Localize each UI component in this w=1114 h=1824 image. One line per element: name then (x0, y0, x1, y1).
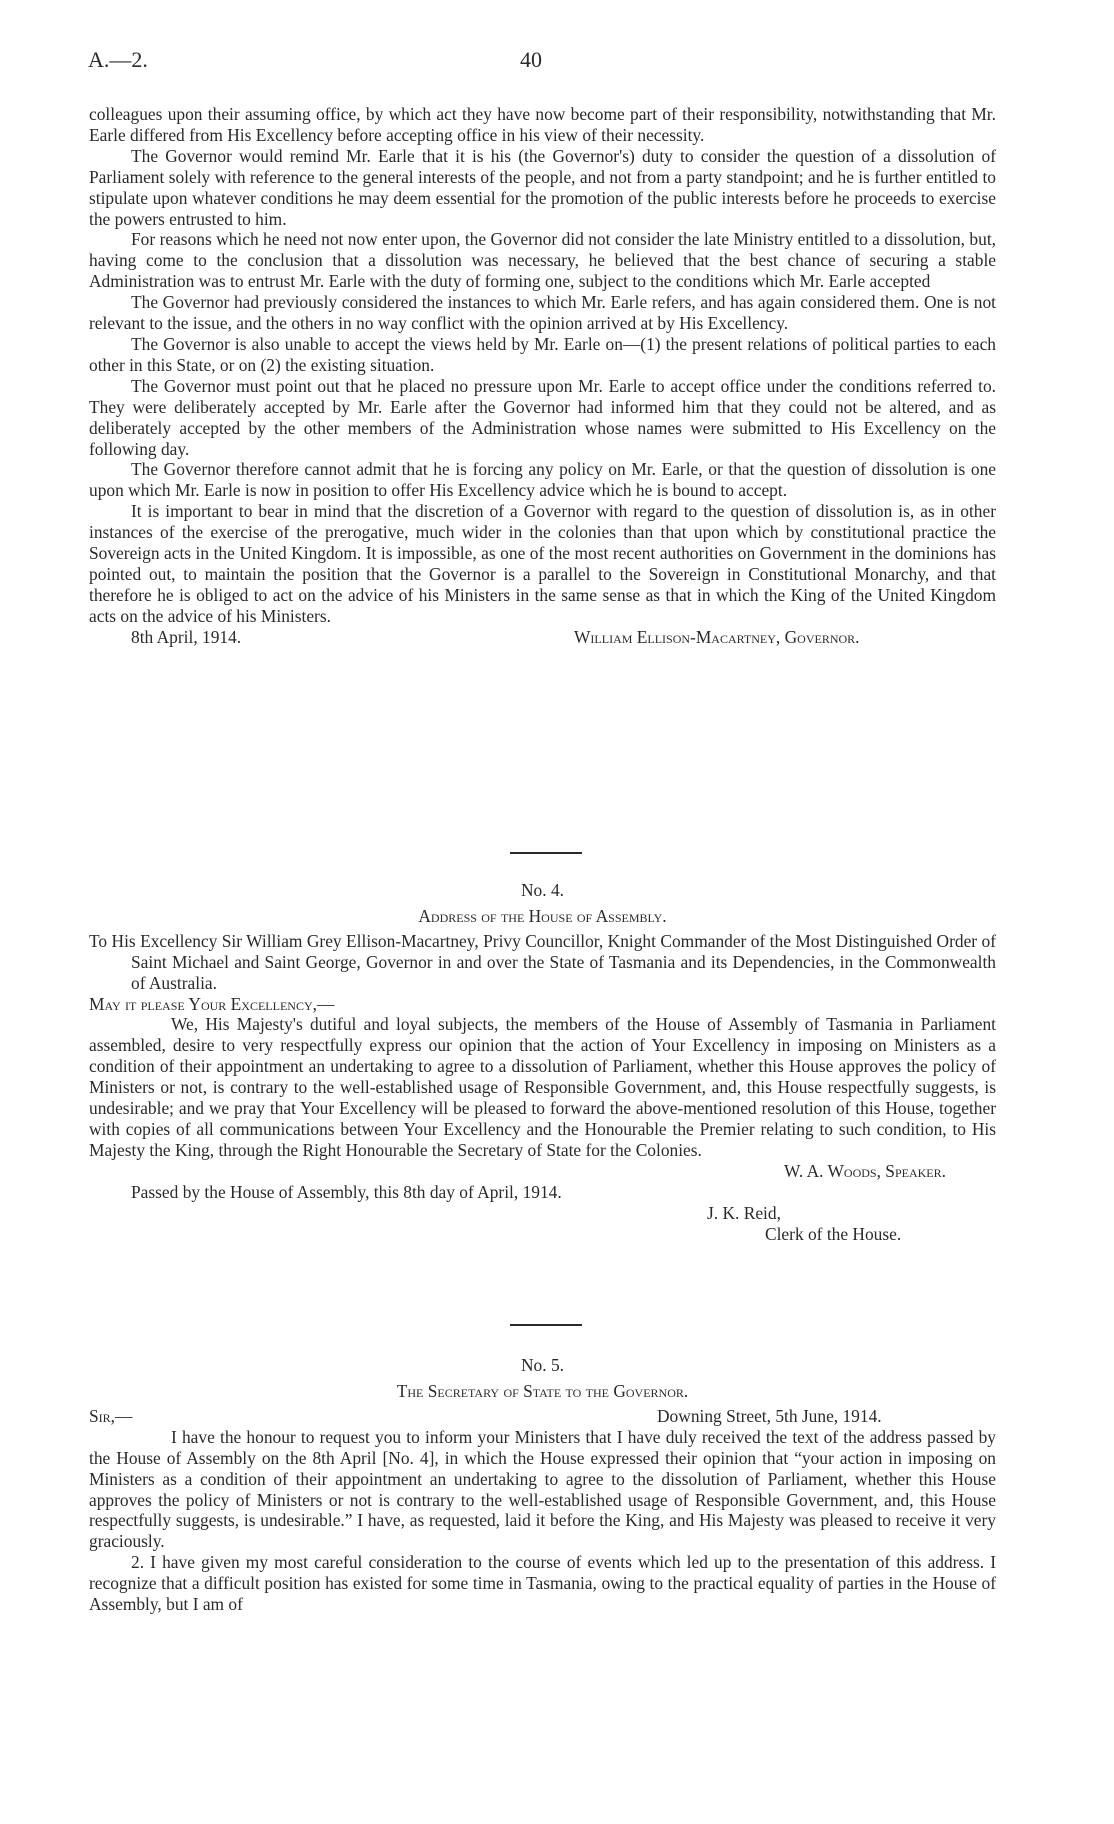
salutation-row (89, 1406, 996, 1427)
paragraph: I have the honour to request you to inform your Ministers that I have duly received the text of the address passed by the House of Assembly on the 8th April [No. 4], in which the House expressed their opinion that “your action in imposing on Ministers as a condition of their appointment an undertaking to agree to the dissolution of Parliament, whether this House approves the policy of Ministers or not is contrary to the well-established usage of Responsible Government, and, this House respectfully suggests, is undesirable.” I have, as requested, laid it before the King, and His Majesty was pleased to receive it very graciously. (89, 1426, 996, 1552)
section-divider (510, 852, 582, 854)
addressee: To His Excellency Sir William Grey Ellison-Macartney, Privy Councillor, Knight Commander of the Most Distinguished Order of Saint Michael and Saint George, Governor in and over the State of Tasmania and its Dependencies, in the Commonwealth of Australia. (89, 930, 996, 993)
document-title: Address of the House of Assembly. (418, 905, 667, 926)
document-number: No. 5. (521, 1355, 564, 1375)
signature-line (89, 627, 996, 648)
address-body: We, His Majesty's dutiful and loyal subjects, the members of the House of Assembly of Tasmania in Parliament assembled, desire to very respectfully express our opinion that the action of Your Excellency in imposing on Ministers as a condition of their appointment an undertaking to agree to a dissolution of Parliament, whether this House approves the policy of Ministers or not, is contrary to the well-established usage of Responsible Government, and, this House respectfully suggests, is undesirable; and we pray that Your Excellency will be pleased to forward the above-mentioned resolution of this House, together with copies of all communications between Your Excellency and the Honourable the Premier relating to such condition, to His Majesty the King, through the Right Honourable the Secretary of State for the Colonies. (89, 1014, 996, 1160)
passed-note: Passed by the House of Assembly, this 8th day of April, 1914. (131, 1181, 562, 1202)
address-of-assembly (89, 880, 996, 1244)
paragraph: It is important to bear in mind that the discretion of a Governor with regard to the question of dissolution is, as in other instances of the exercise of the prerogative, much wider in the colonies than that upon which by constitutional practice the Sovereign acts in the United Kingdom. It is impossible, as one of the most recent authorities on Government in the dominions has pointed out, to maintain the position that the Governor is a parallel to the Sovereign in Constitutional Monarchy, and that therefore he is obliged to act on the advice of his Ministers in the same sense as that in which the King of the United Kingdom acts on the advice of his Ministers. (89, 501, 996, 626)
page-number: 40 (520, 47, 542, 72)
salutation: Sir,— (89, 1405, 133, 1426)
clerk-title: Clerk of the House. (765, 1223, 902, 1244)
paragraph: 2. I have given my most careful consideration to the course of events which led up to the presentation of this address. I recognize that a difficult position has existed for some time in Tasmania, owing to the practical equality of parties in the House of Assembly, but I am of (89, 1552, 996, 1615)
document-reference: A.—2. (88, 47, 148, 72)
speaker-signature: W. A. Woods, Speaker. (784, 1160, 946, 1181)
secretary-of-state-despatch (89, 1355, 996, 1615)
section-divider (510, 1324, 582, 1326)
paragraph: The Governor is also unable to accept the views held by Mr. Earle on—(1) the present relations of political parties to each other in this State, or on (2) the existing situation. (89, 333, 996, 375)
place-and-date: Downing Street, 5th June, 1914. (657, 1405, 882, 1426)
paragraph: The Governor had previously considered the instances to which Mr. Earle refers, and has again considered them. One is not relevant to the issue, and the others in no way conflict with the opinion arrived at by His Excellency. (89, 292, 996, 334)
governor-signature: William Ellison-Macartney, Governor. (574, 626, 860, 647)
document-title: The Secretary of State to the Governor. (396, 1380, 689, 1401)
paragraph: colleagues upon their assuming office, by which act they have now become part of their responsibility, notwithstanding that Mr. Earle differed from His Excellency before accepting office in his view of their necessity. (89, 104, 996, 145)
document-number: No. 4. (521, 880, 564, 900)
paragraph: For reasons which he need not now enter upon, the Governor did not consider the late Ministry entitled to a dissolution, but, having come to the conclusion that a dissolution was necessary, he believed that the best chance of securing a stable Administration was to entrust Mr. Earle with the duty of forming one, subject to the conditions which Mr. Earle accepted (89, 229, 996, 292)
paragraph: The Governor therefore cannot admit that he is forcing any policy on Mr. Earle, or that the question of dissolution is one upon which Mr. Earle is now in position to offer His Excellency advice which he is bound to accept. (89, 459, 996, 501)
memo-date: 8th April, 1914. (131, 626, 242, 647)
paragraph: The Governor must point out that he placed no pressure upon Mr. Earle to accept office under the conditions referred to. They were deliberately accepted by Mr. Earle after the Governor had informed him that they could not be altered, and as deliberately accepted by the other members of the Administration whose names were submitted to His Excellency on the following day. (89, 375, 996, 459)
paragraph: The Governor would remind Mr. Earle that it is his (the Governor's) duty to consider the question of a dissolution of Parliament solely with reference to the general interests of the people, and not from a party standpoint; and he is further entitled to stipulate upon whatever conditions he may deem essential for the promotion of the public interests before he proceeds to exercise the powers entrusted to him. (89, 145, 996, 229)
governor-memorandum (89, 104, 996, 648)
salutation: May it please Your Excellency,— (89, 993, 335, 1014)
clerk-name: J. K. Reid, (707, 1202, 781, 1223)
